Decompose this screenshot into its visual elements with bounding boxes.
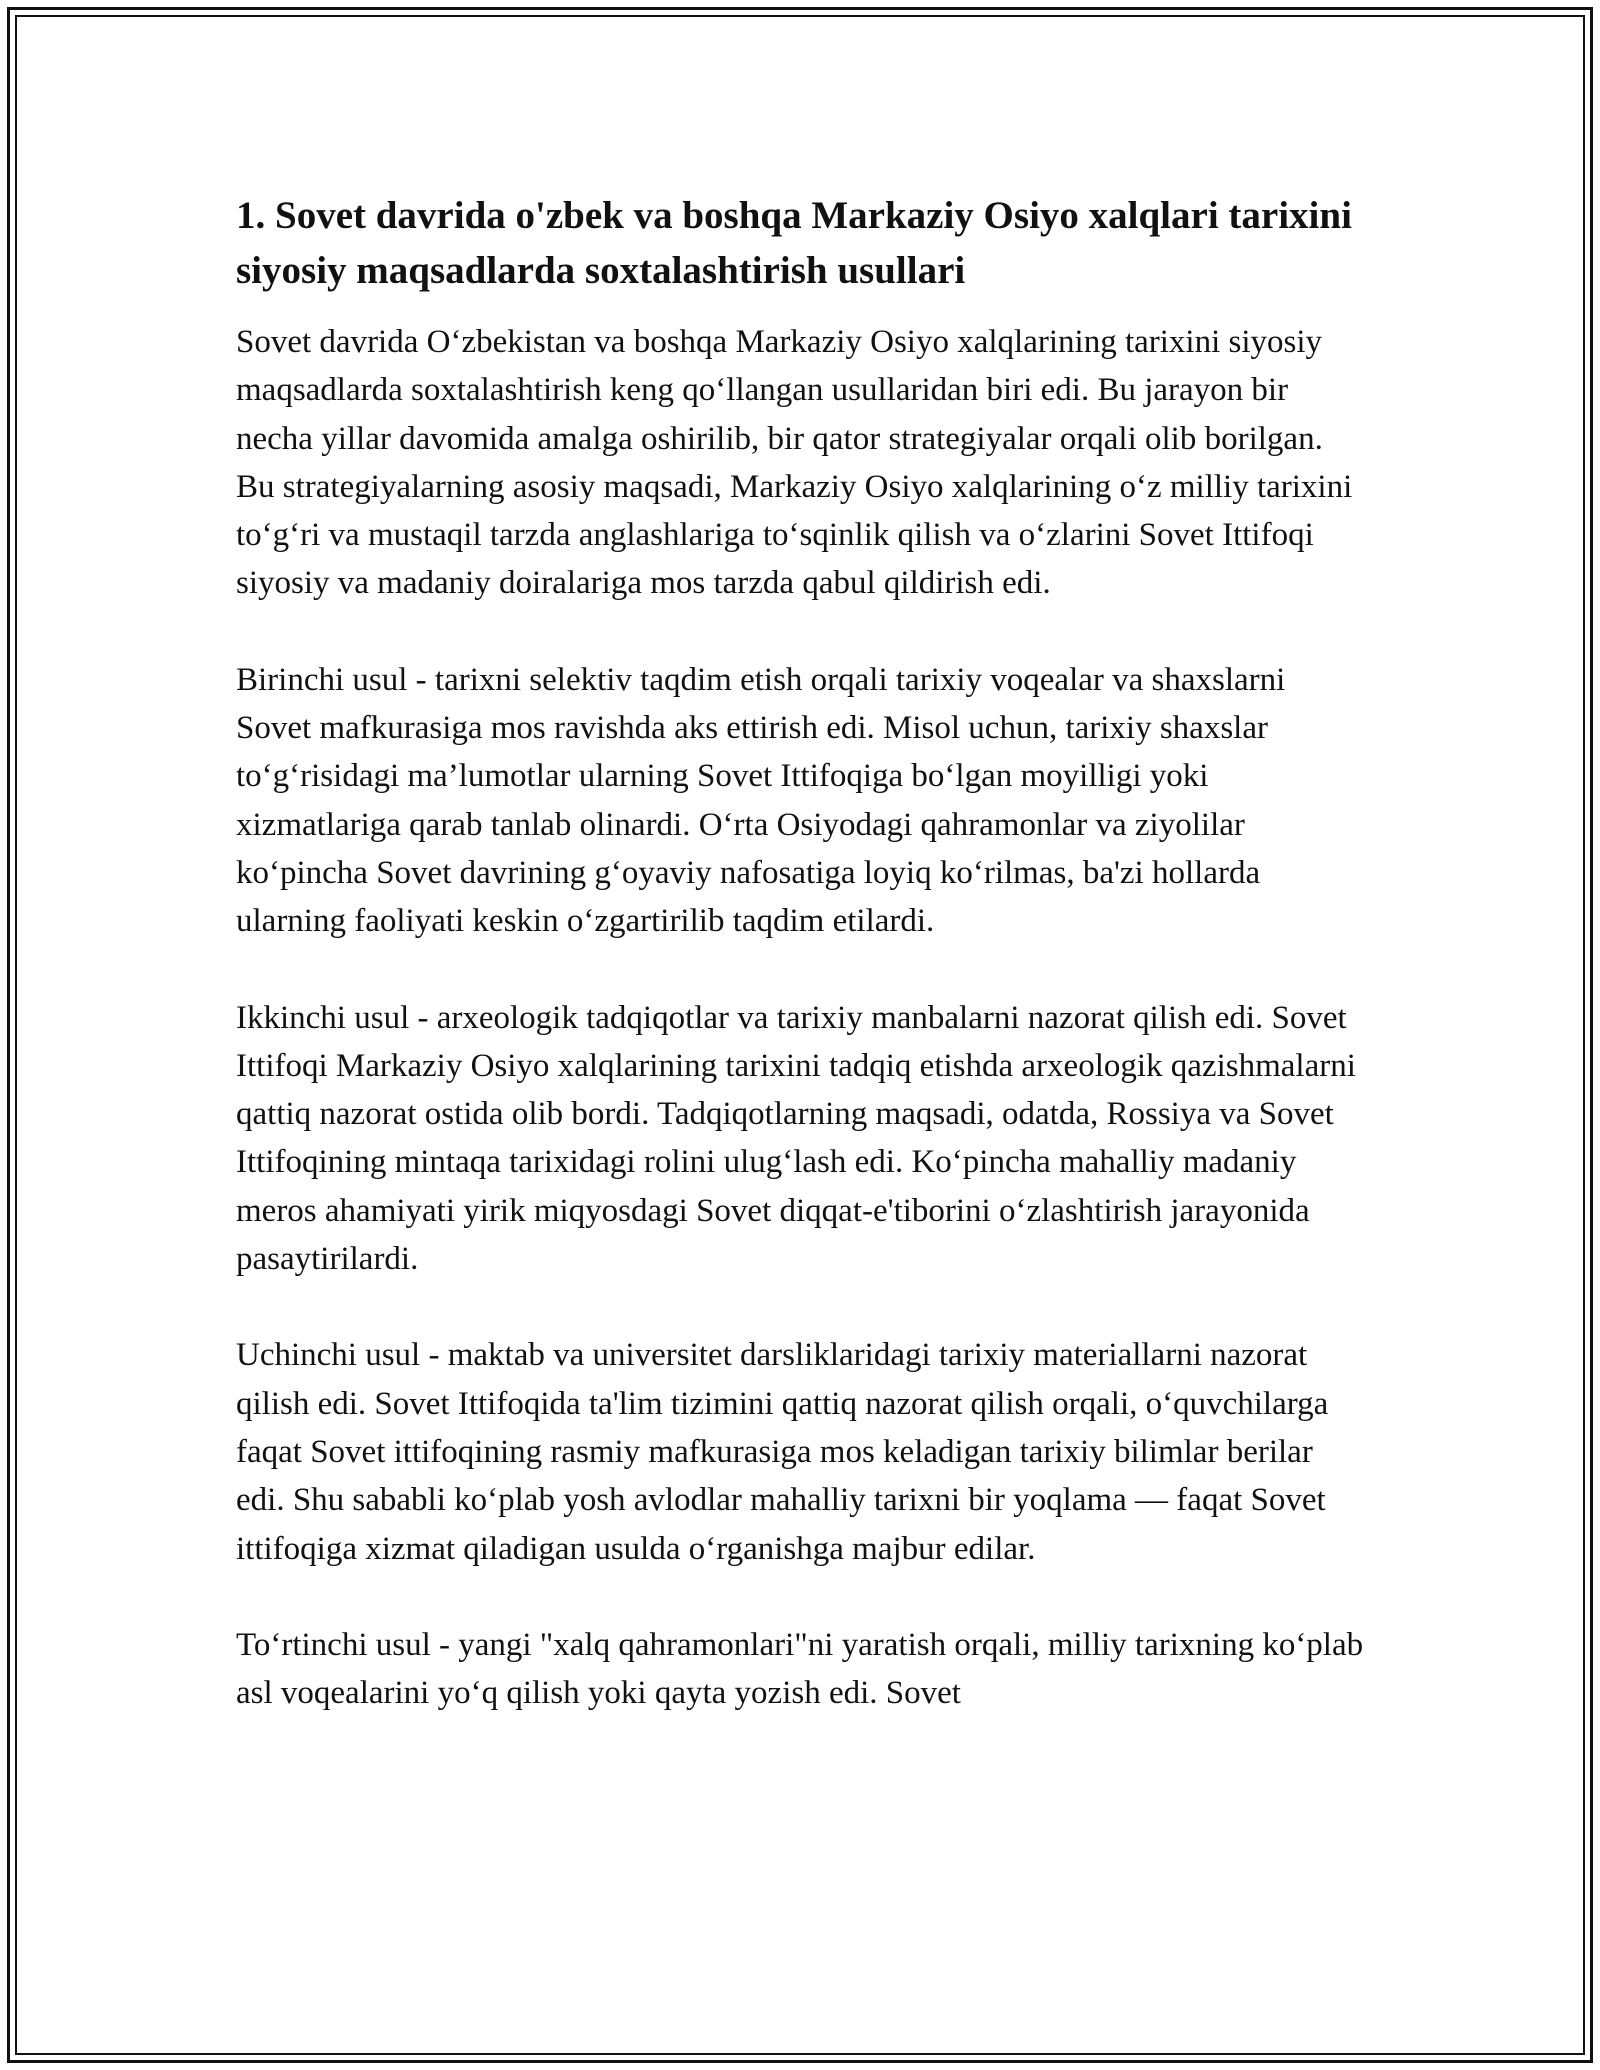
paragraph-fourth-method: To‘rtinchi usul - yangi "xalq qahramonlari"ni yaratish orqali, milliy tarixning ko‘plab asl voqealarini yo‘q qilish yoki qayta yozish edi. Sovet xyxy=(236,1626,1364,1712)
paragraph-second-method: Ikkinchi usul - arxeologik tadqiqotlar va tarixiy manbalarni nazorat qilish edi. Sovet Ittifoqi Markaziy Osiyo xalqlarining tarixini tadqiq etishda arxeologik qazishmalarni qattiq nazorat ostida olib bordi. Tadqiqotlarning maqsadi, odatda, Rossiya va Sovet Ittifoqining mintaqa tarixidagi rolini ulug‘lash edi. Ko‘pincha mahalliy madaniy meros ahamiyati yirik miqyosdagi Sovet diqqat-e'tiborini o‘zlashtirish jarayonida pasaytirilardi. xyxy=(236,999,1356,1278)
paragraph-intro: Sovet davrida O‘zbekistan va boshqa Markaziy Osiyo xalqlarining tarixini siyosiy maqsadlarda soxtalashtirish keng qo‘llangan usullaridan biri edi. Bu jarayon bir necha yillar davomida amalga oshirilib, bir qator strategiyalar orqali olib borilgan. Bu strategiyalarning asosiy maqsadi, Markaziy Osiyo xalqlarining o‘z milliy tarixini to‘g‘ri va mustaqil tarzda anglashlariga to‘sqinlik qilish va o‘zlarini Sovet Ittifoqi siyosiy va madaniy doiralariga mos tarzda qabul qildirish edi. xyxy=(236,324,1353,602)
paragraph-first-method: Birinchi usul - tarixni selektiv taqdim etish orqali tarixiy voqealar va shaxslarni Sovet mafkurasiga mos ravishda aks ettirish edi. Misol uchun, tarixiy shaxslar to‘g‘risidagi ma’lumotlar ularning Sovet Ittifoqiga bo‘lgan moyilligi yoki xizmatlariga qarab tanlab olinardi. O‘rta Osiyodagi qahramonlar va ziyolilar ko‘pincha Sovet davrining g‘oyaviy nafosatiga loyiq ko‘rilmas, ba'zi hollarda ularning faoliyati keskin o‘zgartirilib taqdim etilardi. xyxy=(236,661,1286,940)
document-body xyxy=(236,188,1366,1765)
paragraph-third-method: Uchinchi usul - maktab va universitet darsliklaridagi tarixiy materiallarni nazorat qilish edi. Sovet Ittifoqida ta'lim tizimini qattiq nazorat qilish orqali, o‘quvchilarga faqat Sovet ittifoqining rasmiy mafkurasiga mos keladigan tarixiy bilimlar berilar edi. Shu sababli ko‘plab yosh avlodlar mahalliy tarixni bir yoqlama — faqat Sovet ittifoqiga xizmat qiladigan usulda o‘rganishga majbur edilar. xyxy=(236,1337,1329,1567)
section-heading: 1. Sovet davrida o'zbek va boshqa Markaziy Osiyo xalqlari tarixini siyosiy maqsadlarda soxtalashtirish usullari xyxy=(236,194,1352,292)
